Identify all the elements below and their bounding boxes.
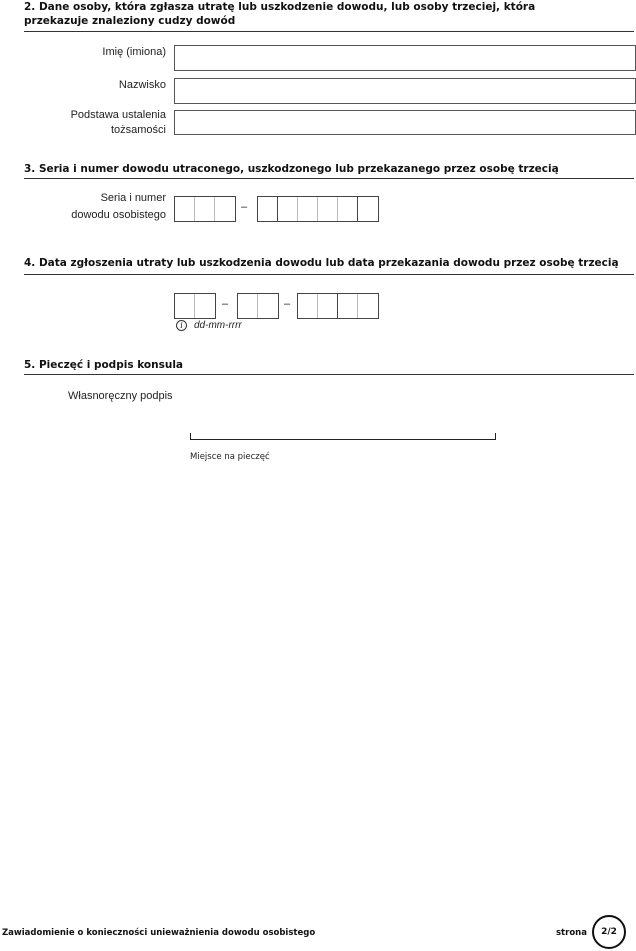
date-dash-2: – bbox=[284, 298, 291, 310]
id-series-cell[interactable] bbox=[195, 197, 215, 221]
id-series-cell[interactable] bbox=[175, 197, 195, 221]
date-day-boxes[interactable] bbox=[174, 293, 216, 319]
id-separator-dash: – bbox=[241, 201, 248, 213]
stamp-place-label: Miejsce na pieczęć bbox=[190, 452, 270, 462]
date-day-cell[interactable] bbox=[195, 294, 215, 318]
last-name-label: Nazwisko bbox=[118, 79, 166, 91]
first-name-field[interactable] bbox=[174, 45, 636, 71]
info-icon: i bbox=[176, 320, 187, 331]
date-year-cell[interactable] bbox=[358, 294, 378, 318]
date-month-cell[interactable] bbox=[258, 294, 278, 318]
stamp-area-bracket bbox=[190, 433, 496, 440]
id-series-boxes[interactable] bbox=[174, 196, 236, 222]
identity-basis-label-line2: tożsamości bbox=[110, 124, 166, 136]
date-year-cell[interactable] bbox=[298, 294, 318, 318]
section-4-title: 4. Data zgłoszenia utraty lub uszkodzenia dowodu lub data przekazania dowodu przez osobę trzecią bbox=[24, 257, 619, 269]
id-number-cell[interactable] bbox=[358, 197, 378, 221]
section-3-rule bbox=[24, 178, 634, 179]
footer-page-word: strona bbox=[556, 928, 587, 938]
section-5-title: 5. Pieczęć i podpis konsula bbox=[24, 359, 184, 371]
identity-basis-label-line1: Podstawa ustalenia bbox=[70, 109, 166, 121]
id-number-cell[interactable] bbox=[258, 197, 278, 221]
date-year-cell[interactable] bbox=[338, 294, 358, 318]
section-4-rule bbox=[24, 274, 634, 275]
date-year-cell[interactable] bbox=[318, 294, 338, 318]
id-series-number-label-line1: Seria i numer bbox=[100, 192, 166, 204]
date-year-boxes[interactable] bbox=[297, 293, 379, 319]
id-series-cell[interactable] bbox=[215, 197, 235, 221]
date-dash-1: – bbox=[222, 298, 229, 310]
section-5-rule bbox=[24, 374, 634, 375]
first-name-label: Imię (imiona) bbox=[102, 46, 166, 58]
id-number-cell[interactable] bbox=[318, 197, 338, 221]
section-3-title: 3. Seria i numer dowodu utraconego, uszkodzonego lub przekazanego przez osobę trzecią bbox=[24, 163, 559, 175]
id-number-cell[interactable] bbox=[338, 197, 358, 221]
id-number-cell[interactable] bbox=[298, 197, 318, 221]
footer-document-title: Zawiadomienie o konieczności unieważnienia dowodu osobistego bbox=[2, 928, 316, 938]
id-number-cell[interactable] bbox=[278, 197, 298, 221]
section-2-rule bbox=[24, 31, 634, 32]
identity-basis-field[interactable] bbox=[174, 110, 636, 135]
id-series-number-label-line2: dowodu osobistego bbox=[71, 209, 166, 221]
date-format-hint: dd-mm-rrrr bbox=[194, 320, 242, 331]
id-number-boxes[interactable] bbox=[257, 196, 379, 222]
page-number-badge: 2/2 bbox=[592, 915, 626, 949]
last-name-field[interactable] bbox=[174, 78, 636, 104]
signature-label: Własnoręczny podpis bbox=[68, 390, 173, 402]
date-day-cell[interactable] bbox=[175, 294, 195, 318]
date-month-boxes[interactable] bbox=[237, 293, 279, 319]
date-month-cell[interactable] bbox=[238, 294, 258, 318]
section-2-title: 2. Dane osoby, która zgłasza utratę lub uszkodzenie dowodu, lub osoby trzeciej, która przekazuje znaleziony cudzy dowód bbox=[24, 1, 536, 27]
